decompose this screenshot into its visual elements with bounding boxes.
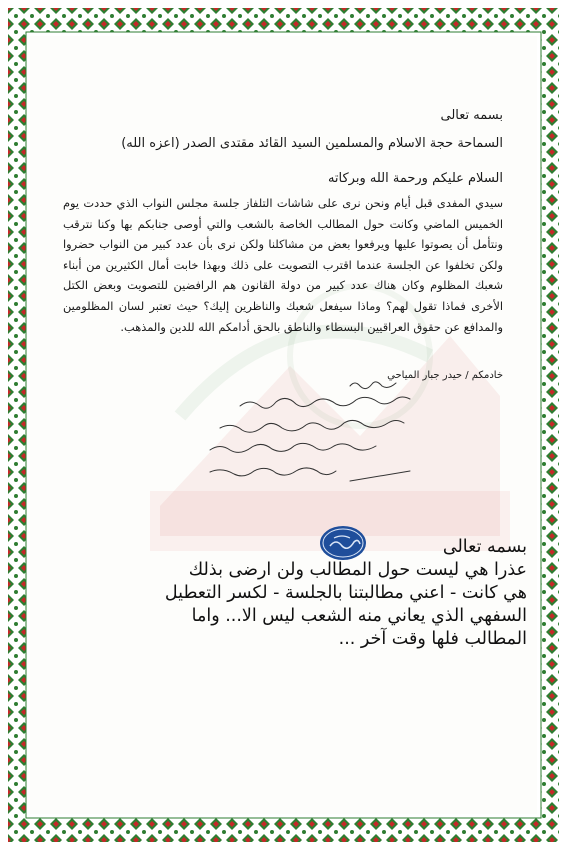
transcription-line-1: بسمه تعالى xyxy=(442,537,527,557)
letter-addressee: السماحة حجة الاسلام والمسلمين السيد القائد مقتدى الصدر (اعزه الله) xyxy=(121,136,503,151)
reply-transcription xyxy=(107,536,527,651)
handwritten-reply xyxy=(200,376,430,506)
letter-salutation: بسمه تعالى xyxy=(440,108,503,123)
transcription-line-2: عذرا هي ليست حول المطالب ولن ارضى بذلك xyxy=(188,560,527,580)
letter-greeting: السلام عليكم ورحمة الله وبركاته xyxy=(327,171,503,186)
transcription-line-5: المطالب فلها وقت آخر ... xyxy=(338,629,527,649)
transcription-line-4: السفهي الذي يعاني منه الشعب ليس الا... واما xyxy=(191,606,527,626)
letter-body: سيدي المفدى قبل أيام ونحن نرى على شاشات التلفاز جلسة مجلس النواب الذي حددت يوم الخميس الماضي وكانت حول المطالب الخاصة بالشعب والتي أوصى جنابكم بها وكنا نترقب ونتأمل أن يصوتوا عليها ويرفعوا بعض من مشاكلنا ولكن نرى بأن عدد كبير من النواب حضروا ولكن تخلفوا عن الجلسة عندما اقترب التصويت على ذلك وبهذا خابت أمال الكثيرين من أبناء شعبك المظلوم وكان هناك عدد كبير من دولة القانون هم الرافضين للتصويت وبعض الكتل الأخرى فماذا تقول لهم؟ وماذا سيفعل شعبك والناظرين إليك؟ حيث تعتبر لسان المظلومين والمدافع عن حقوق العراقيين البسطاء والناطق بالحق أدامكم الله للدين والمذهب. xyxy=(63,196,503,334)
letter-signature: خادمكم / حيدر جبار المياحي xyxy=(387,370,503,381)
letter-page xyxy=(30,36,537,814)
transcription-line-3: هي كانت - اعني مطالبتنا بالجلسة - لكسر التعطيل xyxy=(164,583,527,603)
